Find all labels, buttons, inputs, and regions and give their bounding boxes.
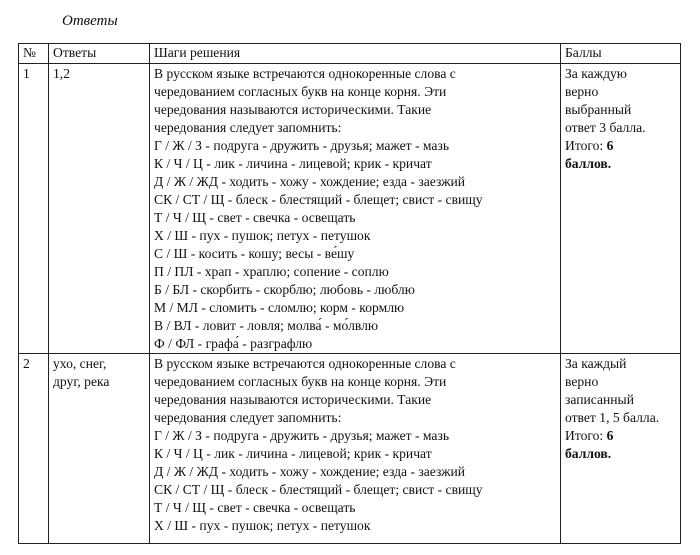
step-line: П / ПЛ - храп - храплю; сопение - соплю [154,264,389,279]
step-line: чередования называются историческими. Такие [154,102,432,117]
row-number: 1 [19,64,49,354]
step-line: М / МЛ - сломить - сломлю; корм - кормлю [154,300,405,315]
score-line: верно [565,374,599,389]
step-line: С / Ш - косить - кошу; весы - ве́шу [154,246,355,261]
answers-table [18,43,681,544]
step-line: Д / Ж / ЖД - ходить - хожу - хождение; езда - заезжий [154,464,466,479]
table-row [19,64,681,354]
step-line: Д / Ж / ЖД - ходить - хожу - хождение; езда - заезжий [154,174,466,189]
step-line: Т / Ч / Щ - свет - свечка - освещать [154,500,356,515]
row-score [561,354,681,544]
score-line: За каждый [565,356,627,371]
answer-line: ухо, снег, [53,356,107,371]
score-total [565,427,676,445]
step-line: В / ВЛ - ловит - ловля; молва́ - мо́лвлю [154,318,379,333]
row-score [561,64,681,354]
row-steps [150,354,561,544]
score-line: верно [565,84,599,99]
row-answer: 1,2 [49,64,150,354]
step-line: К / Ч / Ц - лик - личина - лицевой; крик - кричат [154,446,432,461]
score-line: выбранный [565,102,632,117]
step-line: чередованием согласных букв на конце корня. Эти [154,84,447,99]
step-line: Г / Ж / З - подруга - дружить - друзья; мажет - мазь [154,138,450,153]
table-row [19,354,681,544]
step-line: К / Ч / Ц - лик - личина - лицевой; крик - кричат [154,156,432,171]
step-line: чередования следует запомнить: [154,120,342,135]
score-line: ответ 3 балла. [565,120,646,135]
step-line: СК / СТ / Щ - блеск - блестящий - блещет; свист - свищу [154,192,483,207]
step-line: В русском языке встречаются однокоренные слова с [154,356,456,371]
score-total-label: Итого: [565,428,607,443]
score-total-unit: баллов. [565,156,612,171]
step-line: В русском языке встречаются однокоренные слова с [154,66,456,81]
step-line: чередованием согласных букв на конце корня. Эти [154,374,447,389]
row-answer [49,354,150,544]
header-steps: Шаги решения [150,44,561,64]
header-number: № [19,44,49,64]
score-total-value: 6 [606,138,614,153]
step-line: Ф / ФЛ - графа́ - разграфлю [154,336,313,351]
page-title: Ответы [62,13,118,29]
step-line: Т / Ч / Щ - свет - свечка - освещать [154,210,356,225]
score-line: ответ 1, 5 балла. [565,410,660,425]
step-line: Г / Ж / З - подруга - дружить - друзья; мажет - мазь [154,428,450,443]
step-line: Х / Ш - пух - пушок; петух - петушок [154,518,371,533]
step-line: чередования следует запомнить: [154,410,342,425]
step-line: Х / Ш - пух - пушок; петух - петушок [154,228,371,243]
score-total-unit: баллов. [565,446,612,461]
answer-line: друг, река [53,374,110,389]
score-total-value: 6 [606,428,614,443]
step-line: СК / СТ / Щ - блеск - блестящий - блещет; свист - свищу [154,482,483,497]
step-line: чередования называются историческими. Такие [154,392,432,407]
score-total-label: Итого: [565,138,607,153]
score-total [565,137,676,155]
row-steps [150,64,561,354]
score-line: записанный [565,392,634,407]
step-line: Б / БЛ - скорбить - скорблю; любовь - люблю [154,282,415,297]
table-header-row [19,44,681,64]
score-line: За каждую [565,66,627,81]
header-answers: Ответы [49,44,150,64]
header-score: Баллы [561,44,681,64]
row-number: 2 [19,354,49,544]
